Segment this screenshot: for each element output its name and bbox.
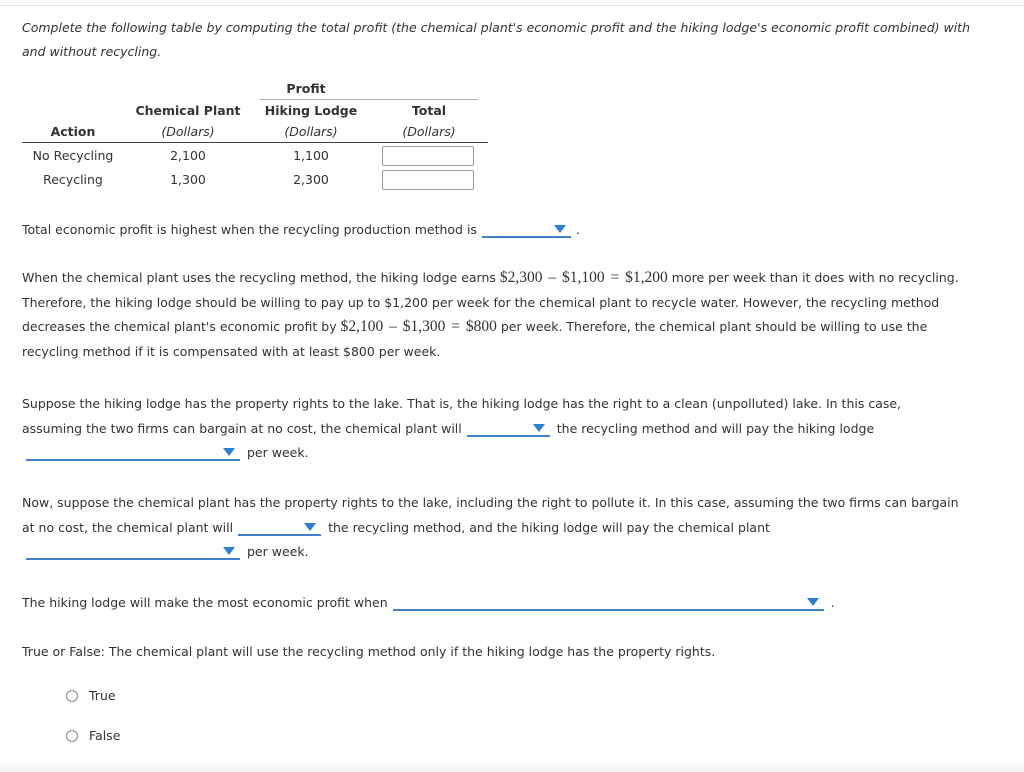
total-input-no-recycling[interactable]	[382, 146, 474, 166]
table-header-row	[0, 103, 1024, 119]
explanation-line-3	[22, 315, 959, 340]
lodge-rights-action-dropdown[interactable]	[467, 421, 550, 437]
question-text: at no cost, the chemical plant will	[22, 519, 234, 535]
header-action: Action	[50, 124, 96, 139]
plant-rights-question	[22, 491, 959, 565]
radio-true[interactable]	[66, 690, 78, 702]
row-hiking-lodge-profit: 1,100	[293, 148, 329, 163]
table-header-divider	[22, 142, 488, 143]
header-total: Total	[411, 103, 447, 118]
header-chemical-plant: Chemical Plant	[135, 103, 241, 118]
unit-total: (Dollars)	[402, 124, 456, 139]
caret-down-icon	[304, 523, 316, 531]
row-action: Recycling	[43, 172, 103, 187]
production-method-dropdown[interactable]	[482, 222, 571, 238]
table-group-header-row	[0, 81, 1024, 97]
explanation-text: more per week than it does with no recycling.	[671, 270, 959, 285]
instructions-line-2: and without recycling.	[22, 44, 162, 59]
page-bottom-edge	[0, 760, 1024, 772]
plant-rights-line-3	[22, 540, 959, 565]
lodge-rights-line-1: Suppose the hiking lodge has the property rights to the lake. That is, the hiking lodge has the right to a clean (unpolluted) lake. In this case,	[22, 396, 902, 411]
lodge-rights-line-2	[22, 417, 901, 442]
top-border	[0, 5, 1024, 6]
most-profit-dropdown[interactable]	[393, 595, 824, 611]
lodge-rights-question	[22, 392, 901, 466]
header-hiking-lodge: Hiking Lodge	[264, 103, 358, 118]
true-false-question: True or False: The chemical plant will use the recycling method only if the hiking lodge has the property rights.	[22, 644, 716, 659]
radio-false-label[interactable]: False	[89, 728, 121, 743]
question-text: per week.	[247, 445, 309, 460]
row-chemical-plant-profit: 2,100	[170, 148, 206, 163]
plant-rights-line-1: Now, suppose the chemical plant has the property rights to the lake, including the right to pollute it. In this case, assuming the two firms can bargain	[22, 495, 959, 510]
unit-chemical-plant: (Dollars)	[161, 124, 215, 139]
instructions-line-1: Complete the following table by computing the total profit (the chemical plant's economic profit and the hiking lodge's economic profit combined) with	[22, 20, 971, 35]
radio-true-label[interactable]: True	[89, 688, 116, 703]
question-text: the recycling method and will pay the hiking lodge	[556, 420, 875, 436]
explanation-line-1	[22, 266, 959, 291]
explanation-line-4: recycling method if it is compensated with at least $800 per week.	[22, 343, 441, 359]
lodge-rights-line-3	[22, 441, 901, 466]
table-row	[0, 148, 1024, 164]
lodge-rights-payment-dropdown[interactable]	[26, 445, 240, 461]
caret-down-icon	[223, 448, 235, 456]
math-expression: $2,300 – $1,100 = $1,200	[499, 269, 668, 286]
question-text: the recycling method, and the hiking lodge will pay the chemical plant	[328, 519, 770, 535]
table-row	[0, 172, 1024, 188]
row-chemical-plant-profit: 1,300	[170, 172, 206, 187]
question-total-profit	[22, 222, 580, 238]
question-most-profit	[22, 595, 835, 611]
total-input-recycling[interactable]	[382, 170, 474, 190]
row-hiking-lodge-profit: 2,300	[293, 172, 329, 187]
explanation-line-2: Therefore, the hiking lodge should be willing to pay up to $1,200 per week for the chemical plant to recycle water. However, the recycling method	[22, 294, 940, 310]
question-most-profit-text: The hiking lodge will make the most economic profit when	[22, 595, 388, 610]
explanation-text: per week. Therefore, the chemical plant should be willing to use the	[500, 319, 928, 334]
row-action: No Recycling	[32, 148, 114, 163]
plant-rights-payment-dropdown[interactable]	[26, 544, 240, 560]
question-total-profit-text: Total economic profit is highest when the recycling production method is	[22, 222, 477, 237]
unit-hiking-lodge: (Dollars)	[284, 124, 338, 139]
profit-group-header: Profit	[286, 81, 326, 96]
group-header-divider	[260, 99, 478, 100]
math-expression: $2,100 – $1,300 = $800	[340, 318, 497, 335]
sentence-period: .	[575, 222, 580, 237]
sentence-period: .	[830, 595, 835, 610]
plant-rights-line-2	[22, 516, 959, 541]
explanation-paragraph	[22, 266, 959, 364]
plant-rights-action-dropdown[interactable]	[238, 520, 321, 536]
caret-down-icon	[554, 225, 566, 233]
question-text: per week.	[247, 544, 309, 559]
table-unit-row	[0, 124, 1024, 140]
radio-false[interactable]	[66, 730, 78, 742]
caret-down-icon	[807, 598, 819, 606]
question-text: assuming the two firms can bargain at no cost, the chemical plant will	[22, 420, 462, 436]
explanation-text: decreases the chemical plant's economic profit by	[22, 319, 337, 334]
caret-down-icon	[533, 424, 545, 432]
explanation-text: When the chemical plant uses the recycling method, the hiking lodge earns	[22, 270, 496, 285]
caret-down-icon	[223, 547, 235, 555]
